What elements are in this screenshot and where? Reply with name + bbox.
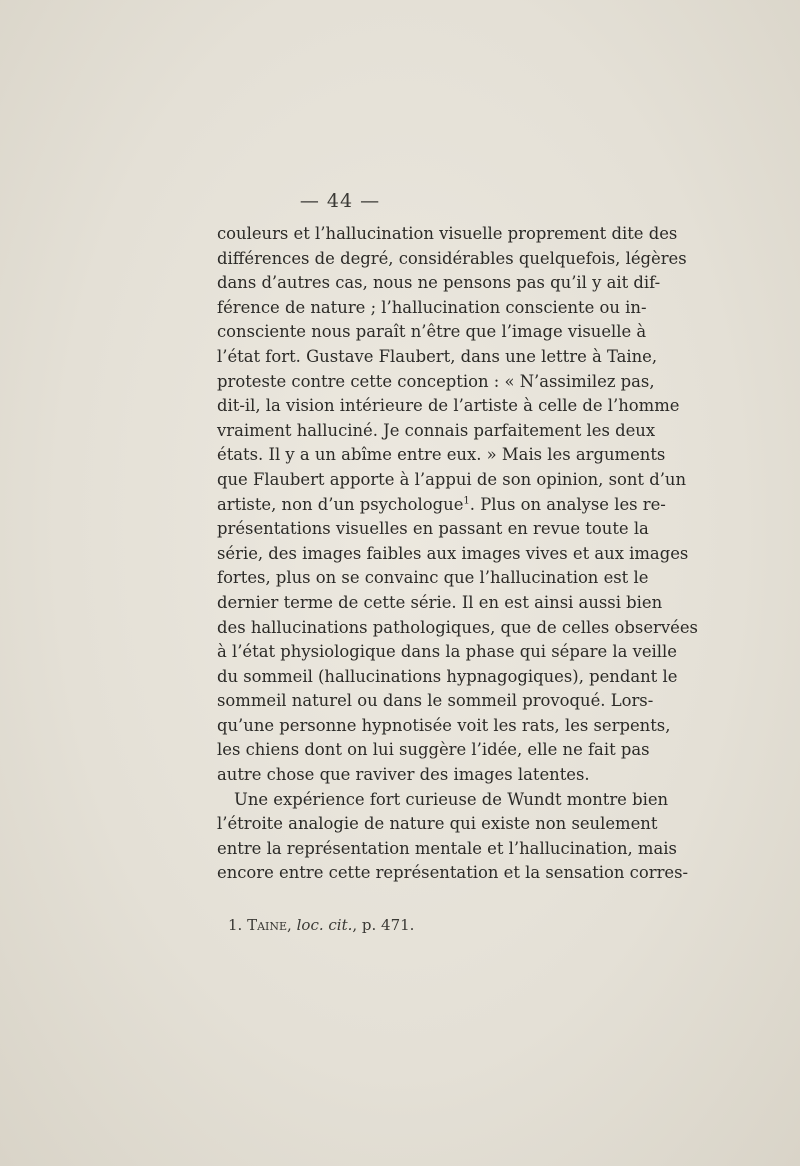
text-line: l’état fort. Gustave Flaubert, dans une lettre à Taine, xyxy=(217,346,658,366)
text-line: sommeil naturel ou dans le sommeil provoqué. Lors- xyxy=(217,691,654,711)
text-line: dernier terme de cette série. Il en est ainsi aussi bien xyxy=(217,592,663,612)
text-line: présentations visuelles en passant en revue toute la xyxy=(217,519,649,539)
text-segment: artiste, non d’un psychologue xyxy=(217,494,464,514)
footnote-author: Taine xyxy=(247,916,288,934)
text-line: férence de nature ; l’hallucination consciente ou in- xyxy=(217,297,647,317)
body-text xyxy=(217,222,698,886)
text-line: fortes, plus on se convainc que l’hallucination est le xyxy=(217,568,649,588)
text-line: dit-il, la vision intérieure de l’artiste à celle de l’homme xyxy=(217,396,680,416)
footnote-page: , p. 471. xyxy=(352,916,415,934)
text-line: les chiens dont on lui suggère l’idée, elle ne fait pas xyxy=(217,740,650,760)
text-segment: . Plus on analyse les re- xyxy=(469,494,666,514)
text-line: du sommeil (hallucinations hypnagogiques), pendant le xyxy=(217,666,678,686)
text-line: Une expérience fort curieuse de Wundt montre bien xyxy=(234,789,669,809)
text-line: états. Il y a un abîme entre eux. » Mais les arguments xyxy=(217,445,666,465)
text-line: autre chose que raviver des images latentes. xyxy=(217,765,590,785)
text-line-with-footnote xyxy=(217,493,666,518)
footnote-separator: , xyxy=(287,916,292,934)
text-line: vraiment halluciné. Je connais parfaitement les deux xyxy=(217,420,656,440)
text-line: série, des images faibles aux images vives et aux images xyxy=(217,543,689,563)
page-number: — 44 — xyxy=(299,190,381,212)
footnote-reference: loc. cit. xyxy=(296,916,353,934)
footnote xyxy=(228,916,414,934)
text-line: dans d’autres cas, nous ne pensons pas qu’il y ait dif- xyxy=(217,273,661,293)
text-line: consciente nous paraît n’être que l’image visuelle à xyxy=(217,322,647,342)
footnote-mark: 1 xyxy=(463,495,470,507)
text-line: l’étroite analogie de nature qui existe non seulement xyxy=(217,814,658,834)
text-line: encore entre cette représentation et la sensation corres- xyxy=(217,863,689,883)
text-line: proteste contre cette conception : « N’assimilez pas, xyxy=(217,371,655,391)
text-line: des hallucinations pathologiques, que de celles observées xyxy=(217,617,698,637)
footnote-number: 1. xyxy=(228,916,243,934)
text-line: que Flaubert apporte à l’appui de son opinion, sont d’un xyxy=(217,469,687,489)
text-line: différences de degré, considérables quelquefois, légères xyxy=(217,248,687,268)
text-line: entre la représentation mentale et l’hallucination, mais xyxy=(217,838,677,858)
text-line: qu’une personne hypnotisée voit les rats, les serpents, xyxy=(217,715,671,735)
text-line: couleurs et l’hallucination visuelle proprement dite des xyxy=(217,224,678,243)
text-line: à l’état physiologique dans la phase qui sépare la veille xyxy=(217,642,677,662)
